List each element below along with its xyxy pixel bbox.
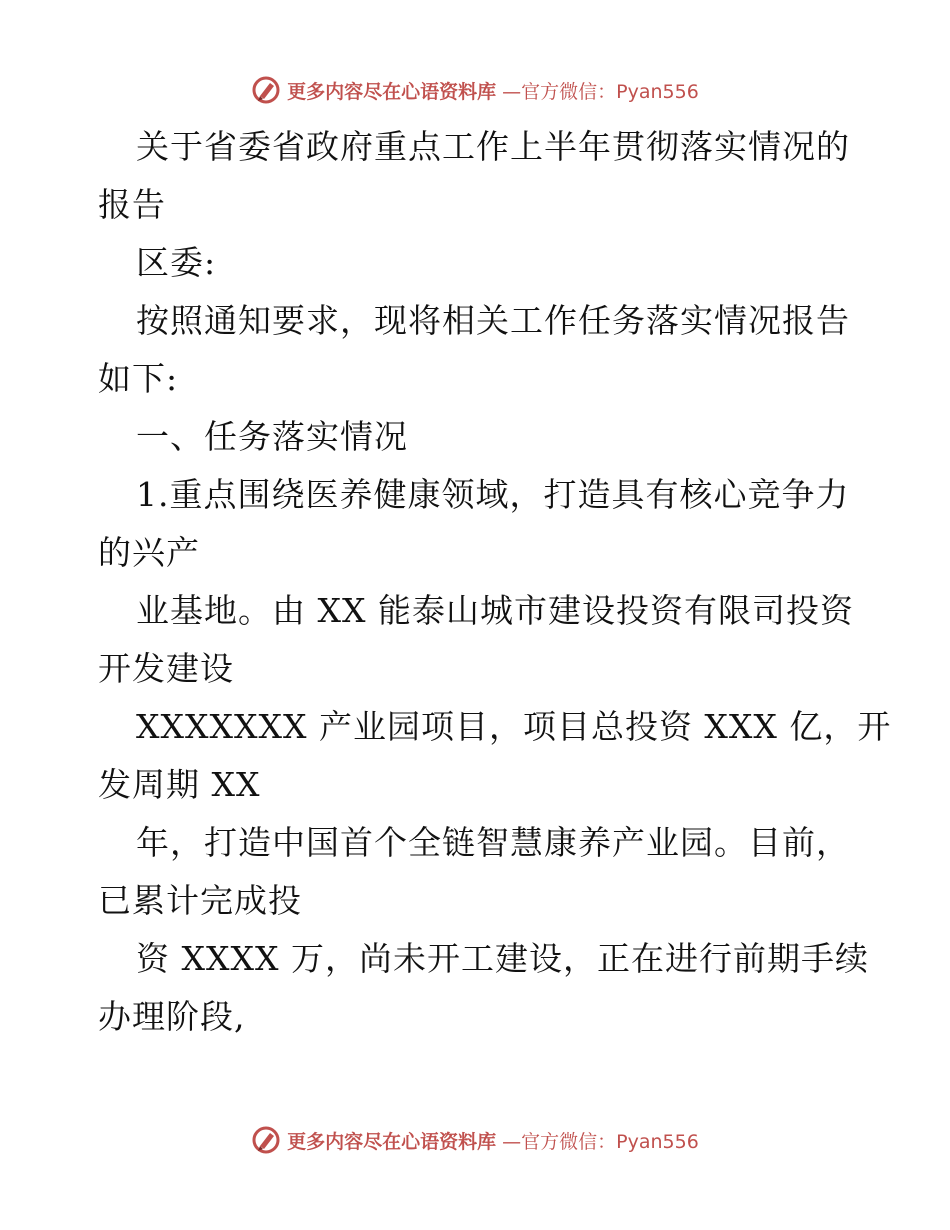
doc-line: 年，打造中国首个全链智慧康养产业园。目前， [136,823,850,862]
doc-line: 区委: [136,243,217,282]
doc-line: 资 XXXX 万，尚未开工建设，正在进行前期手续 [136,939,869,978]
doc-line: XXXXXXX 产业园项目，项目总投资 XXX 亿，开 [136,707,892,746]
document-body [98,118,892,1046]
watermark-brand-text: 更多内容尽在心语资料库 [287,80,497,103]
doc-line: 业基地。由 XX 能泰山城市建设投资有限司投资 [136,591,854,630]
watermark-brand-text: 更多内容尽在心语资料库 [287,1130,497,1153]
doc-line: 报告 [98,185,166,224]
watermark-contact-text: —官方微信：Pyan556 [502,1130,699,1153]
doc-line: 1.重点围绕医养健康领域，打造具有核心竞争力 [136,475,850,514]
doc-line: 关于省委省政府重点工作上半年贯彻落实情况的 [136,127,850,166]
doc-line: 发周期 XX [98,765,261,804]
pen-logo-icon [251,1125,281,1155]
doc-line: 办理阶段, [98,997,246,1036]
watermark-contact-text: —官方微信：Pyan556 [502,80,699,103]
header-watermark [0,70,950,110]
doc-line: 一、任务落实情况 [136,417,408,456]
footer-watermark [0,1120,950,1160]
doc-line: 的兴产 [98,533,200,572]
doc-line: 按照通知要求，现将相关工作任务落实情况报告 [136,301,850,340]
doc-line: 已累计完成投 [98,881,302,920]
pen-logo-icon [251,75,281,105]
doc-line: 开发建设 [98,649,234,688]
doc-line: 如下: [98,359,179,398]
